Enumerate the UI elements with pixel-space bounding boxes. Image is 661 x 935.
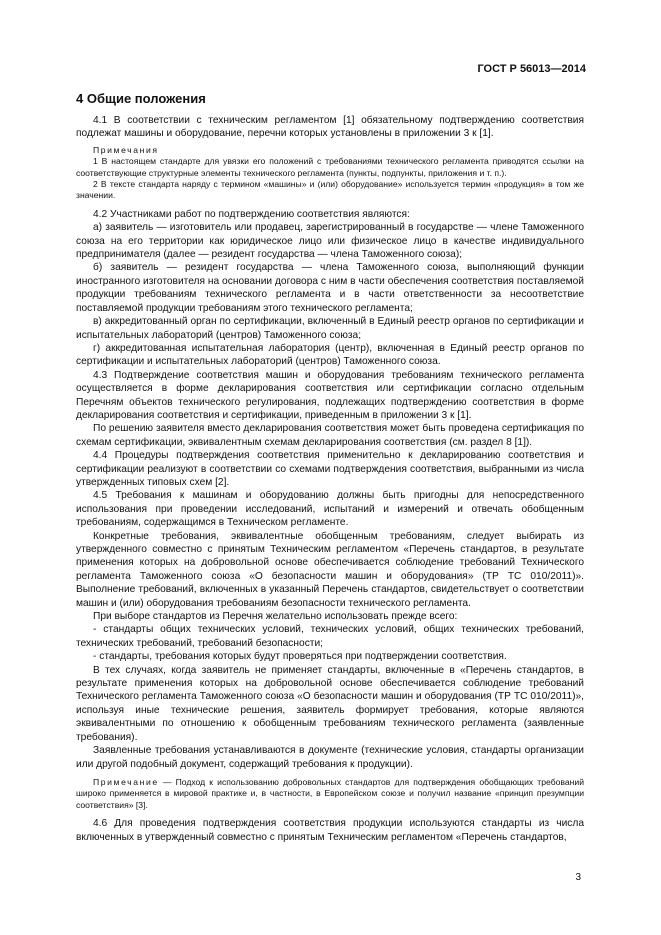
paragraph-4-2-g: г) аккредитованная испытательная лаборатория (центр), включенная в Единый реестр органов по сертификации и испытательных лабораторий (центров) Таможенного союза. <box>76 342 584 368</box>
paragraph-4-3-b: По решению заявителя вместо декларирования соответствия может быть проведена сертификация по схемам сертификации, эквивалентным схемам декларирования соответствия (см. раздел 8 [1]). <box>76 423 584 448</box>
paragraph-4-5-b: Конкретные требования, эквивалентные обобщенным требованиям, следует выбирать из утвержденного совместно с принятым Техническим регламентом «Перечень стандартов, в результате применения которых на добровольной основе обеспечивается соблюдение требований Технического регламента Таможенного союза «О безопасности машин и оборудования» (ТР ТС 010/2011)». Выполнение требований, включенных в указанный Перечень стандартов, свидетельствует о соответствии машин и (или) оборудования требованиям безопасности технического регламента. <box>76 530 584 609</box>
paragraph-4-3: 4.3 Подтверждение соответствия машин и оборудования требованиям технического регламента осуществляется в форме декларирования соответствия или сертификации согласно отдельным Перечням объектов технического регулирования, подлежащих подтверждению соответствия в форме декларирования соответствия и сертификации, приведенным в приложении 3 к [1]. <box>76 369 584 421</box>
paragraph-4-6: 4.6 Для проведения подтверждения соответствия продукции используются стандарты из числа включенных в утвержденный совместно с принятым Техническим регламентом «Перечень стандартов, <box>76 818 584 843</box>
note-text: — Подход к использованию добровольных стандартов для подтверждения обобщающих требований широко применяется в мировой практике и, в частности, в Европейском союзе и получил название «принцип презумпции соответствия» [3]. <box>76 776 584 810</box>
paragraph-4-2-v: в) аккредитованный орган по сертификации, включенный в Единый реестр органов по сертификации и испытательных лабораторий (центров) Таможенного союза; <box>76 316 584 341</box>
list-item: - стандарты, требования которых будут проверяться при подтверждении соответствия. <box>93 651 507 663</box>
page-number: 3 <box>575 872 581 883</box>
paragraph-4-1: 4.1 В соответствии с техническим регламентом [1] обязательному подтверждению соответствия подлежат машины и оборудование, перечни которых установлены в приложении 3 к [1]. <box>76 115 584 140</box>
paragraph-4-2: 4.2 Участниками работ по подтверждению соответствия являются: <box>93 208 410 220</box>
paragraph-4-5-f: В тех случаях, когда заявитель не применяет стандарты, включенные в «Перечень стандартов, в результате применения которых на добровольной основе обеспечивается соблюдение требований Технического регламента Таможенного союза «О безопасности машин и оборудования (ТР ТС 010/2011)», используя иные технические решения, заявитель формирует требования, которые являются эквивалентными по отношению к обобщенным требованиям технического регламента (заявленные требования). <box>76 664 584 743</box>
section-title: 4 Общие положения <box>76 91 206 106</box>
list-item: - стандарты общих технических условий, технических условий, общих технических требований, технических требований, требований безопасности; <box>76 624 584 649</box>
note-1: 1 В настоящем стандарте для увязки его положений с требованиями технического регламента приводятся ссылки на соответствующие структурные элементы технического регламента (пункты, подпункты, приложения и т. п.). <box>76 156 584 178</box>
notes-heading: Примечания <box>93 144 159 155</box>
note-2: 2 В тексте стандарта наряду с термином «машины» и (или) оборудование» используется термин «продукция» в том же значении. <box>76 179 584 201</box>
page-content <box>76 91 584 844</box>
standard-code: ГОСТ Р 56013—2014 <box>477 63 586 75</box>
paragraph-4-2-b: б) заявитель — резидент государства — члена Таможенного союза, выполняющий функции иностранного изготовителя на основании договора с ним в части обеспечения соответствия поставляемой продукции требованиям технического регламента и в части ответственности за несоответствие поставляемой продукции требованиям этого технического регламента; <box>76 262 584 314</box>
paragraph-4-5: 4.5 Требования к машинам и оборудованию должны быть пригодны для непосредственного использования при проведении исследований, испытаний и измерений и отвечать обобщенным требованиям, содержащимся в Техническом регламенте. <box>76 490 584 529</box>
note-heading: Примечание <box>93 776 159 787</box>
paragraph-4-2-a: а) заявитель — изготовитель или продавец, зарегистрированный в государстве — члене Таможенного союза на его территории как юридическое лицо или физическое лицо в качестве индивидуального предпринимателя (далее — резидент государства — члена Таможенного союза); <box>76 222 584 261</box>
paragraph-4-5-c: При выборе стандартов из Перечня желательно использовать прежде всего: <box>93 611 458 623</box>
paragraph-4-4: 4.4 Процедуры подтверждения соответствия применительно к декларированию соответствия и сертификации реализуют в соответствии со схемами подтверждения соответствия, выбранными из числа утвержденных типовых схем [2]. <box>76 450 584 488</box>
paragraph-4-5-g: Заявленные требования устанавливаются в документе (технические условия, стандарты организации или другой подобный документ, содержащий требования к продукции). <box>76 745 584 770</box>
note-presumption <box>76 777 584 811</box>
